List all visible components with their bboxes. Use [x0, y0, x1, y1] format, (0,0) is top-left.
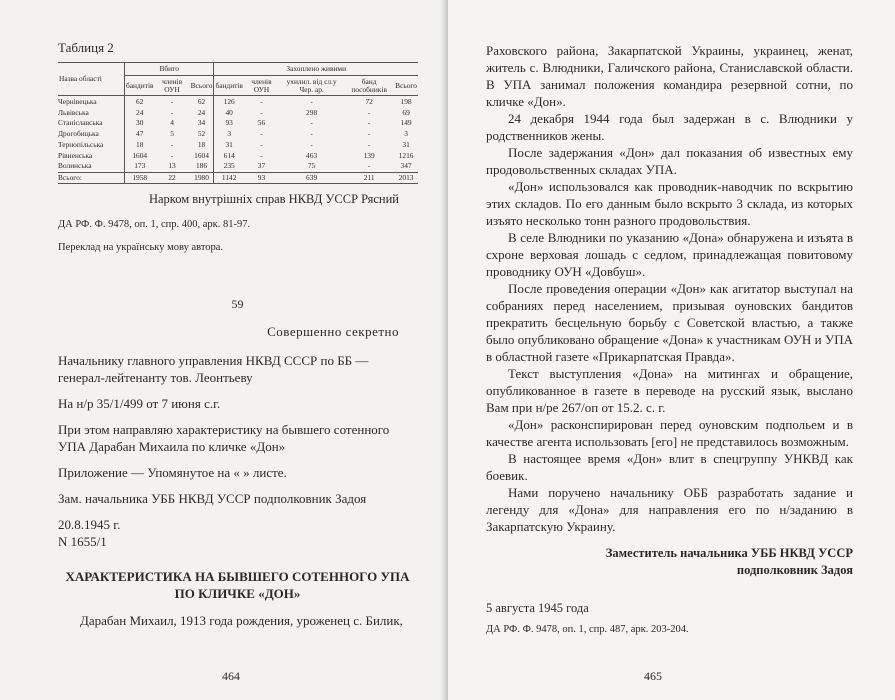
table-cell: 69	[402, 107, 410, 117]
region-cell: Тернопільська	[58, 139, 104, 149]
column-header: Всього	[190, 75, 214, 96]
table-cell: 126	[214, 96, 244, 107]
table-cell: 62	[125, 96, 155, 107]
table-cell: 24	[197, 107, 206, 117]
table-cell: 3	[214, 129, 244, 140]
attachment-line: Приложение — Упомянутое на « » листе.	[58, 465, 287, 481]
table-cell: 22	[154, 172, 189, 184]
table-cell: 139	[363, 150, 375, 160]
table-cell: 1216	[398, 150, 414, 160]
table-cell: 47	[125, 129, 155, 140]
column-header: бандитів	[125, 75, 155, 96]
translation-note: Переклад на українську мову автора.	[58, 242, 224, 254]
region-cell: Станіславська	[58, 118, 103, 128]
table-cell: -	[367, 118, 371, 128]
table-cell: 211	[344, 172, 394, 184]
body-paragraph: Раховского района, Закарпатской Украины, украинец, женат, житель с. Влюдники, Галичского района, Станиславской области. В УПА занимал положения командира резервной сотни, по кличке «Дон».	[486, 43, 853, 109]
table-cell: -	[367, 129, 371, 139]
table-cell: 1604	[125, 150, 155, 161]
secret-stamp: Совершенно секретно	[267, 324, 399, 340]
body-paragraph: «Дон» использовался как проводник-наводчик по вскрытию этих складов. По его данным было вскрыто 3 склада, из которых изъято несколько тонн разного продовольствия.	[486, 179, 853, 228]
body-paragraph: В настоящее время «Дон» влит в спецгруппу УНКВД как боевик.	[486, 451, 853, 483]
table-cell: -	[260, 129, 263, 139]
right-page-body	[486, 42, 853, 535]
region-cell: Волинська	[58, 161, 92, 171]
reference-line: На н/р 35/1/499 от 7 июня с.г.	[58, 396, 221, 412]
table-cell: 2013	[394, 172, 418, 184]
table-cell: 1604	[194, 150, 209, 160]
column-header: бандитів	[214, 75, 244, 96]
table-cell: 198	[400, 96, 412, 106]
table-cell: 18	[197, 139, 206, 149]
table-cell: -	[170, 96, 174, 106]
table-cell: 4	[170, 118, 174, 128]
letter-number: N 1655/1	[58, 534, 107, 550]
table-cell: -	[260, 96, 263, 106]
table-cell: 31	[214, 139, 244, 150]
table-cell: 1142	[214, 172, 244, 184]
table-cell: 31	[402, 139, 410, 149]
group-header-killed: Вбито	[125, 63, 214, 76]
table-cell: -	[367, 107, 371, 117]
statistics-table	[58, 62, 418, 184]
region-cell: Рівненська	[58, 150, 93, 160]
table-cell: -	[310, 96, 313, 106]
table-row	[58, 129, 418, 140]
table-cell: 56	[257, 118, 266, 128]
table-cell: -	[310, 118, 313, 128]
table-row	[58, 161, 418, 172]
right-page	[448, 0, 895, 700]
table-source: ДА РФ. Ф. 9478, оп. 1, спр. 400, арк. 81-97.	[58, 219, 251, 231]
table-total-row	[58, 172, 418, 184]
region-header: Назва області	[58, 63, 125, 96]
table-row	[58, 96, 418, 107]
column-header: членів ОУН	[154, 75, 189, 96]
group-header-captured: Захоплено живими	[214, 63, 418, 76]
body-paragraph: В селе Влюдники по указанию «Дона» обнаружена и изъята в схроне верховая лошадь с седлом, принадлежащая повитовому проводнику ОУН «Довбуш».	[486, 230, 853, 279]
table-cell: 93	[214, 118, 244, 129]
right-signature-title: Заместитель начальника УББ НКВД УССР	[605, 546, 853, 560]
table-cell: -	[260, 107, 263, 117]
column-header: банд пособників	[344, 75, 394, 96]
right-page-number: 465	[644, 669, 662, 683]
body-paragraph: После задержания «Дон» дал показания об известных ему продовольственных складах УПА.	[486, 145, 853, 177]
table-cell: 639	[279, 172, 344, 184]
document-number: 59	[231, 297, 244, 312]
deputy-signature: Зам. начальника УББ НКВД УССР подполковник Задоя	[58, 491, 367, 507]
table-cell: 347	[400, 161, 412, 171]
column-header: членів ОУН	[244, 75, 279, 96]
table-cell: 235	[214, 161, 244, 172]
table-cell: 24	[125, 107, 155, 118]
table-cell: 37	[257, 161, 266, 171]
table-cell: -	[260, 139, 263, 149]
table-cell: 93	[244, 172, 279, 184]
region-cell: Чернівецька	[58, 96, 97, 106]
column-header: Всього	[394, 75, 418, 96]
left-page	[0, 0, 447, 700]
table-cell: 149	[400, 118, 412, 128]
table-cell: -	[170, 107, 174, 117]
table-cell: 72	[365, 96, 373, 106]
cover-body: При этом направляю характеристику на бывшего сотенного УПА Дарабан Михаила по кличке «Дон»	[58, 422, 390, 455]
table-caption: Таблиця 2	[58, 40, 114, 55]
addressee: Начальнику главного управления НКВД СССР по ББ — генерал-лейтенанту тов. Леонтьеву	[58, 353, 369, 386]
table-cell: 1980	[190, 172, 214, 184]
table-cell: -	[170, 139, 174, 149]
table-cell: 614	[214, 150, 244, 161]
left-page-number: 464	[222, 669, 240, 683]
table-cell: 30	[125, 118, 155, 129]
body-paragraph: Нами поручено начальнику ОББ разработать задание и легенду для «Дона» для направления его по н/заданию в Закарпатскую Украину.	[486, 485, 853, 534]
table-cell: 52	[197, 129, 206, 139]
characteristic-heading: ХАРАКТЕРИСТИКА НА БЫВШЕГО СОТЕННОГО УПА ПО КЛИЧКЕ «ДОН»	[65, 569, 410, 602]
table-cell: -	[367, 139, 371, 149]
table-cell: 186	[195, 161, 208, 171]
table-row	[58, 139, 418, 150]
table-cell: 3	[404, 129, 408, 139]
table-cell: -	[170, 150, 174, 160]
table-cell: -	[367, 161, 371, 171]
table-cell: 75	[307, 161, 316, 171]
table-cell: 298	[306, 107, 318, 117]
table-cell: 1958	[125, 172, 155, 184]
table-cell: 40	[214, 107, 244, 118]
table-cell: 463	[306, 150, 318, 160]
body-paragraph: Текст выступления «Дона» на митингах и обращение, опубликованное в газете в переводе на русский язык, выслано Вам при н/ре 267/оп от 15.2. с. г.	[486, 366, 853, 415]
right-source: ДА РФ. Ф. 9478, оп. 1, спр. 487, арк. 203-204.	[486, 624, 689, 635]
letter-date: 20.8.1945 г.	[58, 517, 121, 533]
characteristic-first-line: Дарабан Михаил, 1913 года рождения, уроженец с. Билик,	[80, 613, 403, 629]
right-signature-name: подполковник Задоя	[736, 563, 853, 577]
table-cell: -	[310, 129, 313, 139]
table-cell: 18	[125, 139, 155, 150]
region-cell: Всього:	[58, 172, 125, 184]
table-cell: -	[260, 150, 263, 160]
body-paragraph: «Дон» расконспирирован перед оуновским подпольем и в качестве агента использовать [его] не представилось возможным.	[486, 417, 853, 449]
table-cell: -	[310, 139, 313, 149]
column-header: ухилил. від сл.у Чер. ар.	[279, 75, 344, 96]
table-row	[58, 150, 418, 161]
body-paragraph: 24 декабря 1944 года был задержан в с. Влюдники у родственников жены.	[486, 111, 853, 143]
table-row	[58, 118, 418, 129]
right-date: 5 августа 1945 года	[486, 601, 589, 615]
table-cell: 13	[168, 161, 176, 171]
table-cell: 62	[197, 96, 206, 106]
table-cell: 5	[170, 129, 174, 139]
table-cell: 173	[125, 161, 155, 172]
table-row	[58, 107, 418, 118]
region-cell: Дрогобицька	[58, 129, 99, 139]
table-signature: Нарком внутрішніх справ НКВД УССР Рясний	[148, 192, 399, 207]
table-cell: 34	[197, 118, 206, 128]
region-cell: Львівська	[58, 107, 89, 117]
body-paragraph: После проведения операции «Дон» как агитатор выступал на собраниях перед населением, призывая оуновских бандитов прекратить бесцельную борьбу с Советской властью, а также было опубликовано обращение «Дона» к участникам ОУН и УПА в областной газете «Прикарпатская Правда».	[486, 281, 853, 364]
